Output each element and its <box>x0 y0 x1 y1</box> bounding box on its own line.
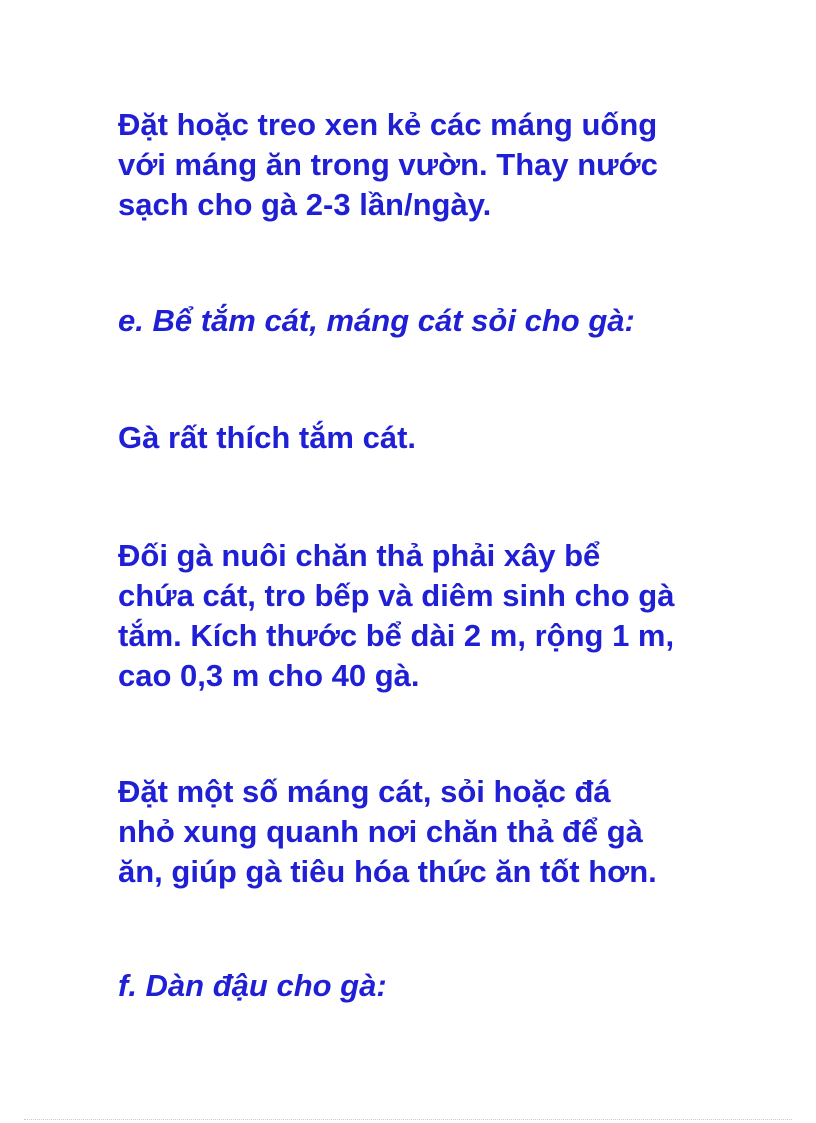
paragraph-sand-bath-intro <box>118 418 758 458</box>
heading-text: f. Dàn đậu cho gà: <box>118 968 387 1003</box>
text-line: Đặt hoặc treo xen kẻ các máng uống <box>118 107 658 142</box>
heading-perches <box>118 966 758 1006</box>
page-bottom-divider <box>24 1119 792 1120</box>
paragraph-sand-bath-size <box>118 536 758 696</box>
text-line: nhỏ xung quanh nơi chăn thả để gà <box>118 814 643 849</box>
paragraph-grit-troughs <box>118 772 758 892</box>
heading-sand-bath <box>118 301 758 341</box>
text-line: Gà rất thích tắm cát. <box>118 420 417 455</box>
text-line: Đặt một số máng cát, sỏi hoặc đá <box>118 774 611 809</box>
paragraph-drinking-troughs <box>118 105 758 225</box>
text-line: ăn, giúp gà tiêu hóa thức ăn tốt hơn. <box>118 854 657 889</box>
text-line: cao 0,3 m cho 40 gà. <box>118 658 420 693</box>
text-line: sạch cho gà 2-3 lần/ngày. <box>118 187 492 222</box>
text-line: với máng ăn trong vườn. Thay nước <box>118 147 658 182</box>
text-line: chứa cát, tro bếp và diêm sinh cho gà <box>118 578 675 613</box>
text-line: tắm. Kích thước bể dài 2 m, rộng 1 m, <box>118 618 675 653</box>
text-line: Đối gà nuôi chăn thả phải xây bể <box>118 538 601 573</box>
heading-text: e. Bể tắm cát, máng cát sỏi cho gà: <box>118 303 635 338</box>
